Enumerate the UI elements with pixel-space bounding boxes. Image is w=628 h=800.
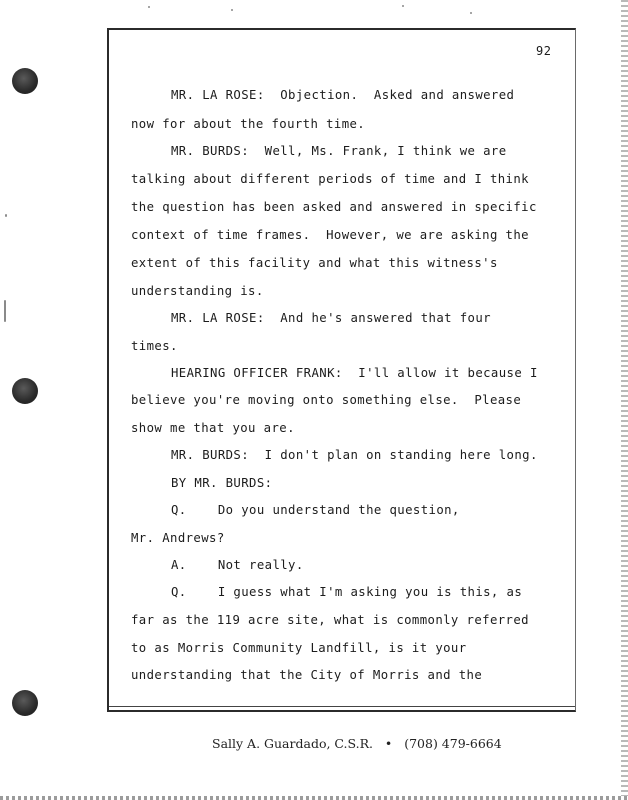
transcript-line: to as Morris Community Landfill, is it your (131, 641, 467, 655)
reporter-footer (212, 736, 502, 751)
transcript-line: times. (131, 339, 178, 353)
transcript-line: understanding that the City of Morris and the (131, 668, 483, 682)
scan-edge-right (621, 0, 628, 800)
transcript-line: BY MR. BURDS: (171, 476, 273, 490)
transcript-line: MR. LA ROSE: Objection. Asked and answered (171, 88, 515, 102)
transcript-line: context of time frames. However, we are asking the (131, 228, 529, 242)
transcript-line: far as the 119 acre site, what is commonly referred (131, 613, 529, 627)
scan-speck (231, 9, 233, 11)
scan-speck (5, 214, 7, 217)
scan-speck (4, 300, 6, 322)
binder-hole-bottom (12, 690, 38, 716)
scan-speck (148, 6, 150, 8)
transcript-line: understanding is. (131, 284, 264, 298)
transcript-line: talking about different periods of time and I think (131, 172, 529, 186)
transcript-line: Q. I guess what I'm asking you is this, as (171, 585, 523, 599)
binder-hole-middle (12, 378, 38, 404)
page-number: 92 (536, 44, 552, 58)
footer-separator: • (384, 736, 393, 751)
transcript-line: Q. Do you understand the question, (171, 503, 460, 517)
transcript-line: HEARING OFFICER FRANK: I'll allow it because I (171, 366, 538, 380)
scan-speck (402, 5, 404, 7)
transcript-line: MR. BURDS: Well, Ms. Frank, I think we are (171, 144, 507, 158)
transcript-line: MR. LA ROSE: And he's answered that four (171, 311, 491, 325)
reporter-name: Sally A. Guardado, C.S.R. (212, 736, 373, 751)
transcript-line: now for about the fourth time. (131, 117, 366, 131)
transcript-line: believe you're moving onto something else. Please (131, 393, 522, 407)
transcript-line: extent of this facility and what this witness's (131, 256, 498, 270)
transcript-line: A. Not really. (171, 558, 304, 572)
scan-speck (470, 12, 472, 14)
reporter-phone: (708) 479-6664 (404, 736, 502, 751)
transcript-line: Mr. Andrews? (131, 531, 225, 545)
transcript-line: the question has been asked and answered in specific (131, 200, 537, 214)
transcript-line: MR. BURDS: I don't plan on standing here long. (171, 448, 538, 462)
scan-edge-bottom (0, 796, 628, 800)
transcript-line: show me that you are. (131, 421, 295, 435)
binder-hole-top (12, 68, 38, 94)
